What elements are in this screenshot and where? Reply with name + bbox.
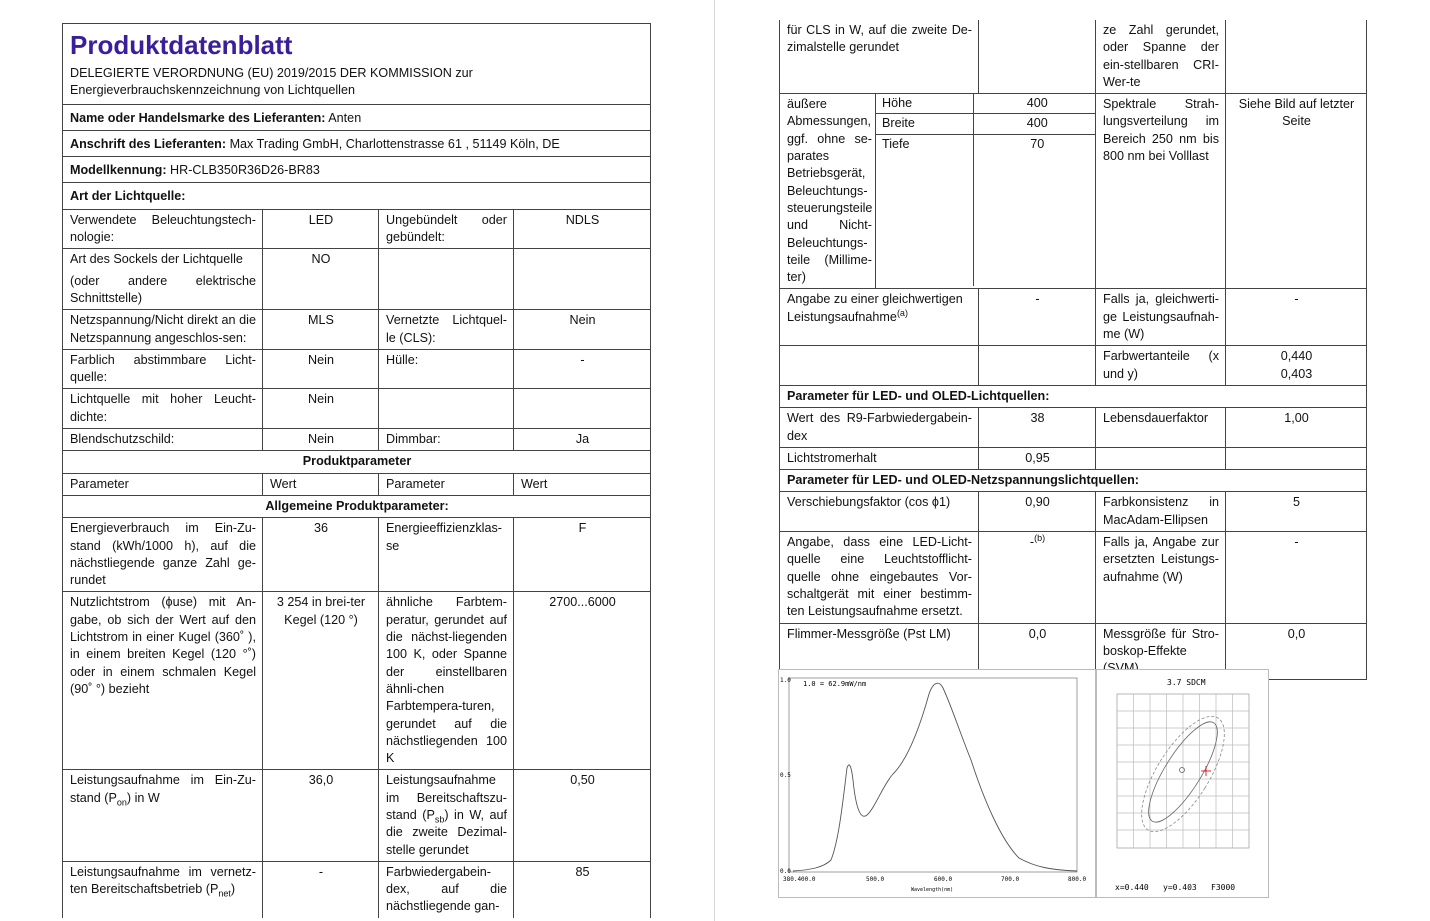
row-label: Spektrale Strah-lungsverteilung im Bereich 250 nm bis 800 nm bei Volllast bbox=[1096, 94, 1226, 289]
table-row bbox=[780, 492, 1367, 532]
row-value: Siehe Bild auf letzter Seite bbox=[1226, 94, 1367, 289]
row-value: Nein bbox=[514, 310, 651, 350]
table-row bbox=[780, 20, 1367, 94]
row-label: Farbwiedergabein-dex, auf die nächstliegende gan- bbox=[379, 861, 514, 917]
row-value: Nein bbox=[263, 429, 379, 451]
row-value: - bbox=[1226, 532, 1367, 623]
product-parameters-heading: Produktparameter bbox=[63, 451, 651, 473]
table-row bbox=[780, 408, 1367, 448]
row-value: 3 254 in brei-ter Kegel (120 °) bbox=[263, 592, 379, 770]
sdcm-grid bbox=[1117, 694, 1249, 848]
row-value: 0,95 bbox=[979, 447, 1096, 469]
row-value: Nein bbox=[263, 349, 379, 389]
row-label: Art des Sockels der Lichtquelle bbox=[70, 252, 243, 267]
page-divider bbox=[714, 0, 715, 921]
row-value: 2700...6000 bbox=[514, 592, 651, 770]
table-row bbox=[63, 310, 651, 350]
row-label: Leistungsaufnahme im vernetz-ten Bereitschaftsbetrieb $(P_{net})$ bbox=[63, 861, 263, 917]
table-row bbox=[780, 346, 1367, 386]
row-value: 5 bbox=[1226, 492, 1367, 532]
row-label: Angabe zu einer gleichwertigen Leistungsaufnahme$^{(a)}$ bbox=[780, 289, 979, 346]
row-value: Nein bbox=[263, 389, 379, 429]
row-label: Energieverbrauch im Ein-Zu-stand (kWh/1000 h), auf die nächstliegende ganze Zahl ge-rundet bbox=[63, 518, 263, 592]
address-label: Anschrift des Lieferanten: bbox=[70, 136, 227, 151]
row-value bbox=[514, 389, 651, 429]
column-header: Wert bbox=[263, 473, 379, 495]
sdcm-ref-label: F3000 bbox=[1211, 883, 1236, 892]
light-source-type-heading: Art der Lichtquelle: bbox=[63, 183, 651, 209]
general-parameters-heading: Allgemeine Produktparameter: bbox=[63, 495, 651, 517]
product-sheet-right bbox=[779, 20, 1367, 680]
table-row bbox=[63, 592, 651, 770]
row-value: - bbox=[979, 289, 1096, 346]
row-label: Nutzlichtstrom (ϕuse) mit An-gabe, ob sich der Wert auf den Lichtstrom in einer Kugel (360˚ ), in einem breiten Kegel (120 °˚) oder in einem schmalen Kegel (90˚ °) bezieht bbox=[63, 592, 263, 770]
row-label: Farbwertanteile (x und y) bbox=[1096, 346, 1226, 386]
row-label: Hülle: bbox=[379, 349, 514, 389]
row-value: LED bbox=[263, 209, 379, 249]
sdcm-y-label: y=0.403 bbox=[1163, 883, 1197, 892]
table-row bbox=[780, 289, 1367, 346]
row-label: ähnliche Farbtem-peratur, gerundet auf die nächst-liegenden 100 K, oder Spanne der einstellbaren ähnli-chen Farbtempera-turen, gerundet auf die nächstliegenden 100 K bbox=[379, 592, 514, 770]
mains-parameters-heading: Parameter für LED- und OLED-Netzspannungslichtquellen: bbox=[780, 470, 1367, 492]
dimension-name: Breite bbox=[876, 114, 973, 134]
table-row bbox=[63, 429, 651, 451]
x-tick-label: 600.0 bbox=[934, 876, 953, 883]
spectrum-curve bbox=[793, 683, 1077, 871]
row-label: Dimmbar: bbox=[379, 429, 514, 451]
row-label: Falls ja, gleichwerti-ge Leistungsaufnah-me (W) bbox=[1096, 289, 1226, 346]
row-label: Verschiebungsfaktor (cos ϕ1) bbox=[780, 492, 979, 532]
column-header: Parameter bbox=[63, 473, 263, 495]
row-label: Falls ja, Angabe zur ersetzten Leistungs-aufnahme (W) bbox=[1096, 532, 1226, 623]
brand-value: Anten bbox=[328, 110, 362, 125]
spectrum-figure bbox=[778, 669, 1096, 898]
row-label: Verwendete Beleuchtungstech-nologie: bbox=[63, 209, 263, 249]
y-tick-label: 1.0 bbox=[780, 677, 791, 684]
dimension-name: Tiefe bbox=[882, 136, 910, 151]
model-value: HR-CLB350R36D26-BR83 bbox=[170, 163, 320, 178]
row-value: - bbox=[263, 861, 379, 917]
row-value: - bbox=[1226, 289, 1367, 346]
row-value: 0,0 bbox=[1226, 623, 1367, 680]
table-row bbox=[780, 447, 1367, 469]
table-row bbox=[63, 209, 651, 249]
row-label: für CLS in W, auf die zweite De-zimalstelle gerundet bbox=[780, 20, 979, 94]
row-value: NDLS bbox=[514, 209, 651, 249]
column-header: Wert bbox=[514, 473, 651, 495]
led-parameters-heading: Parameter für LED- und OLED-Lichtquellen: bbox=[780, 385, 1367, 407]
product-sheet-left bbox=[62, 23, 651, 918]
brand-label: Name oder Handelsmarke des Lieferanten: bbox=[70, 110, 326, 125]
row-value bbox=[514, 249, 651, 310]
row-value: Ja bbox=[514, 429, 651, 451]
row-label: Ungebündelt oder gebündelt: bbox=[379, 209, 514, 249]
row-value: 0,0 bbox=[979, 623, 1096, 680]
dimensions-table bbox=[876, 94, 1095, 286]
row-label: Netzspannung/Nicht direkt an die Netzspannung angeschlos-sen: bbox=[63, 310, 263, 350]
table-row bbox=[780, 532, 1367, 623]
row-label: Farblich abstimmbare Licht-quelle: bbox=[63, 349, 263, 389]
x-tick-label: 380.400.0 bbox=[783, 876, 816, 883]
row-value: MLS bbox=[263, 310, 379, 350]
dimension-value: 400 bbox=[973, 94, 1095, 114]
row-label bbox=[379, 389, 514, 429]
row-value: 38 bbox=[979, 408, 1096, 448]
row-label bbox=[379, 249, 514, 310]
row-value: F bbox=[514, 518, 651, 592]
row-label: Blendschutzschild: bbox=[63, 429, 263, 451]
dimension-value: 400 bbox=[973, 114, 1095, 134]
reference-point bbox=[1180, 768, 1185, 773]
row-value: 0,50 bbox=[514, 770, 651, 861]
table-row bbox=[63, 518, 651, 592]
y-tick-label: 0.0 bbox=[780, 868, 791, 875]
row-value: 0,90 bbox=[979, 492, 1096, 532]
row-value: 85 bbox=[514, 861, 651, 917]
chroma-y-value: 0,403 bbox=[1280, 366, 1313, 381]
dimension-value: 70 bbox=[973, 134, 1095, 154]
spectrum-scale-label: 1.0 = 62.9mW/nm bbox=[803, 680, 867, 688]
row-label: Leistungsaufnahme im Ein-Zu-stand $(P_{on})$ in W bbox=[63, 770, 263, 861]
sdcm-figure bbox=[1096, 669, 1269, 898]
regulation-text: DELEGIERTE VERORDNUNG (EU) 2019/2015 DER KOMMISSION zur Energieverbrauchskennzeichnung von Lichtquellen bbox=[70, 66, 473, 98]
row-value: NO bbox=[263, 249, 379, 310]
y-tick-label: 0.5 bbox=[780, 772, 791, 779]
row-label-sub: (oder andere elektrische Schnittstelle) bbox=[70, 273, 256, 305]
chroma-x-value: 0,440 bbox=[1280, 349, 1313, 364]
row-label: Farbkonsistenz in MacAdam-Ellipsen bbox=[1096, 492, 1226, 532]
dimensions-label: äußere Abmessungen, ggf. ohne se-parates Betriebsgerät, Beleuchtungs-steuerungsteile und Nicht-Beleuchtungs-teile (Millime-ter) bbox=[780, 94, 876, 289]
row-label: Vernetzte Lichtquel-le (CLS): bbox=[379, 310, 514, 350]
row-label: Energieeffizienzklas-se bbox=[379, 518, 514, 592]
row-value: 36 bbox=[263, 518, 379, 592]
row-label: Lichtstromerhalt bbox=[780, 447, 979, 469]
x-tick-label: 500.0 bbox=[866, 876, 885, 883]
row-value: 1,00 bbox=[1226, 408, 1367, 448]
row-label: Wert des R9-Farbwiedergabein-dex bbox=[780, 408, 979, 448]
address-value: Max Trading GmbH, Charlottenstrasse 61 , 51149 Köln, DE bbox=[229, 136, 560, 151]
x-axis-label: Wavelength(nm) bbox=[911, 887, 954, 893]
dimension-name: Höhe bbox=[882, 96, 913, 111]
x-tick-label: 700.0 bbox=[1001, 876, 1020, 883]
row-label: Messgröße für Stro-boskop-Effekte bbox=[1096, 623, 1226, 680]
row-label: Angabe, dass eine LED-Licht-quelle eine Leuchtstofflicht-quelle ohne eingebautes Vor-schaltgerät mit einer bestimm-ten Leistungsaufnahme ersetzt. bbox=[780, 532, 979, 623]
table-row bbox=[63, 861, 651, 917]
sdcm-title: 3.7 SDCM bbox=[1167, 678, 1206, 687]
table-row bbox=[63, 249, 651, 310]
row-value: - bbox=[514, 349, 651, 389]
column-header: Parameter bbox=[379, 473, 514, 495]
x-tick-label: 800.0 bbox=[1068, 876, 1087, 883]
table-row bbox=[63, 770, 651, 861]
table-row bbox=[780, 94, 1367, 289]
column-header-row bbox=[63, 473, 651, 495]
table-row bbox=[63, 389, 651, 429]
row-value: -$^{(b)}$ bbox=[979, 532, 1096, 623]
row-label: ze Zahl gerundet, oder Spanne der ein-stellbaren CRI-Wer-te bbox=[1096, 20, 1226, 94]
row-label: Lichtquelle mit hoher Leucht-dichte: bbox=[63, 389, 263, 429]
row-value: 36,0 bbox=[263, 770, 379, 861]
row-label: Lebensdauerfaktor bbox=[1096, 408, 1226, 448]
row-label: Leistungsaufnahme im Bereitschaftszu-stand $(P_{sb})$ in W, auf die zweite Dezimal-stelle gerundet bbox=[379, 770, 514, 861]
row-label: Flimmer-Messgröße (Pst LM) bbox=[780, 623, 979, 680]
page-title: Produktdatenblatt bbox=[70, 30, 293, 60]
model-label: Modellkennung: bbox=[70, 163, 167, 178]
sdcm-x-label: x=0.440 bbox=[1115, 883, 1149, 892]
table-row bbox=[63, 349, 651, 389]
